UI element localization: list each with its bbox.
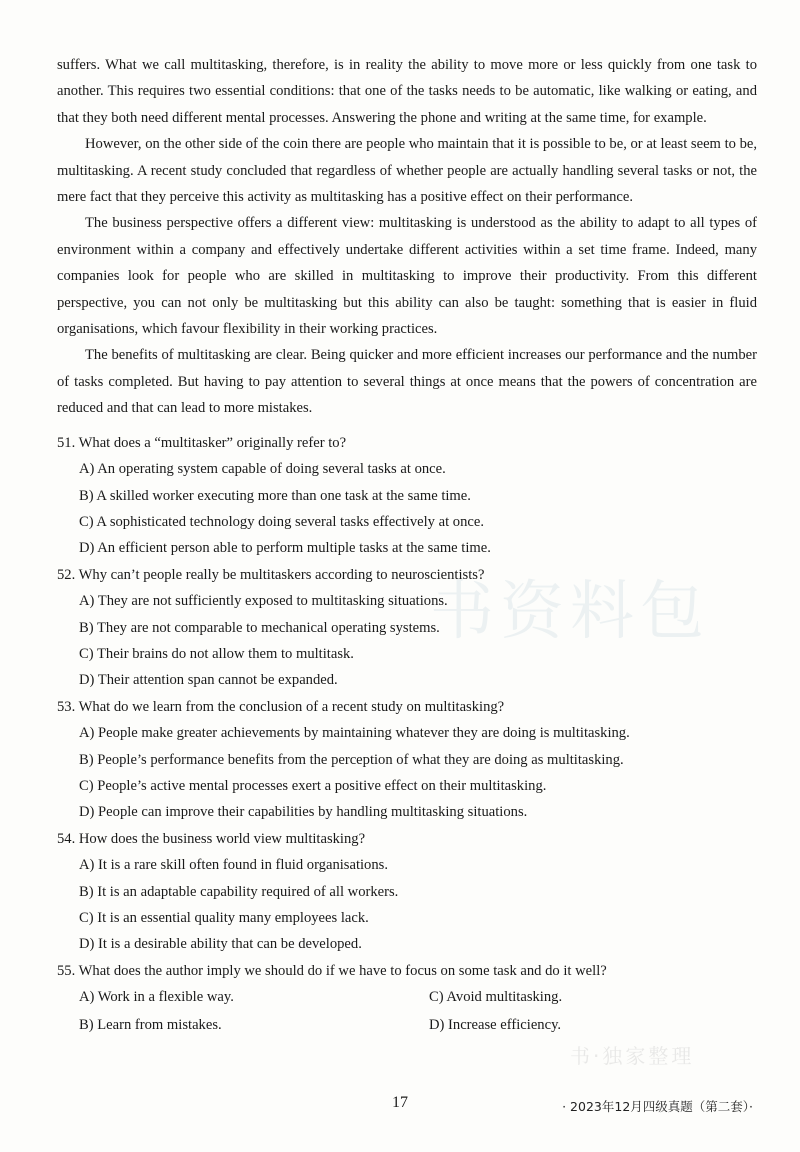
option-c: C) It is an essential quality many employees lack. — [79, 910, 369, 926]
option-a: A) Work in a flexible way. — [79, 989, 234, 1006]
option-d: D) Their attention span cannot be expanded. — [79, 672, 338, 689]
question-stem: 52. Why can’t people really be multitaskers according to neuroscientists? — [57, 566, 485, 583]
question-stem: 55. What does the author imply we should do if we have to focus on some task and do it well? — [57, 962, 607, 979]
passage-paragraph-1: suffers. What we call multitasking, therefore, is in reality the ability to move more or less quickly from one task to another. This requires two essential conditions: that one of the tasks needs to be automatic, like walking or eating, and that they both need different mental processes. Answering the phone and writing at the same time, for example. — [57, 57, 757, 126]
option-c: C) Their brains do not allow them to multitask. — [79, 645, 354, 662]
exam-label: · 2023年12月四级真题（第二套）· — [562, 1099, 753, 1114]
option-c: C) People’s active mental processes exert a positive effect on their multitasking. — [79, 777, 547, 794]
question-list — [57, 430, 757, 1039]
question-stem: 53. What do we learn from the conclusion of a recent study on multitasking? — [57, 698, 505, 715]
option-b: B) A skilled worker executing more than one task at the same time. — [79, 487, 471, 504]
options-grid — [57, 984, 757, 1038]
watermark-small: 书·独家整理 — [570, 1044, 695, 1068]
question-stem: 54. How does the business world view multitasking? — [57, 830, 366, 847]
option-b: B) People’s performance benefits from the perception of what they are doing as multitasking. — [79, 751, 624, 768]
watermark: 书资料包 — [430, 575, 710, 649]
option-d: D) People can improve their capabilities by handling multitasking situations. — [79, 804, 528, 821]
question-52 — [57, 562, 757, 694]
option-a: A) People make greater achievements by maintaining whatever they are doing is multitasking. — [79, 725, 630, 742]
page-content — [57, 52, 757, 1038]
question-55 — [57, 958, 757, 1038]
option-b: B) Learn from mistakes. — [79, 1016, 222, 1033]
option-b: B) It is an adaptable capability required of all workers. — [79, 883, 399, 900]
option-a: A) An operating system capable of doing several tasks at once. — [79, 461, 446, 478]
option-d: D) Increase efficiency. — [429, 1016, 562, 1033]
reading-passage — [57, 52, 757, 422]
option-b: B) They are not comparable to mechanical operating systems. — [79, 619, 440, 636]
option-c: C) Avoid multitasking. — [429, 989, 563, 1006]
passage-paragraph-4: The benefits of multitasking are clear. Being quicker and more efficient increases our performance and the number of tasks completed. But having to pay attention to several things at once means that the powers of concentration are reduced and that can lead to more mistakes. — [57, 347, 757, 417]
passage-paragraph-3: The business perspective offers a different view: multitasking is understood as the ability to adapt to all types of environment within a company and effectively undertake different activities within a set time frame. Indeed, many companies look for people who are skilled in multitasking to improve their productivity. From this different perspective, you can not only be multitasking but this ability can also be taught: something that is easier in fluid organisations, which favour flexibility in their working practices. — [57, 215, 757, 338]
passage-paragraph-2: However, on the other side of the coin there are people who maintain that it is possible to be, or at least seem to be, multitasking. A recent study concluded that regardless of whether people are actually handling several tasks or not, the mere fact that they perceive this activity as multitasking has a positive effect on their performance. — [57, 136, 757, 206]
option-d: D) An efficient person able to perform multiple tasks at the same time. — [79, 540, 491, 557]
question-53 — [57, 694, 757, 826]
option-a: A) They are not sufficiently exposed to multitasking situations. — [79, 593, 448, 610]
option-a: A) It is a rare skill often found in fluid organisations. — [79, 857, 388, 874]
question-51 — [57, 430, 757, 562]
option-c: C) A sophisticated technology doing several tasks effectively at once. — [79, 513, 485, 530]
question-54 — [57, 826, 757, 958]
option-d: D) It is a desirable ability that can be developed. — [79, 936, 362, 953]
page-number: 17 — [392, 1094, 408, 1111]
question-stem: 51. What does a “multitasker” originally refer to? — [57, 434, 347, 451]
